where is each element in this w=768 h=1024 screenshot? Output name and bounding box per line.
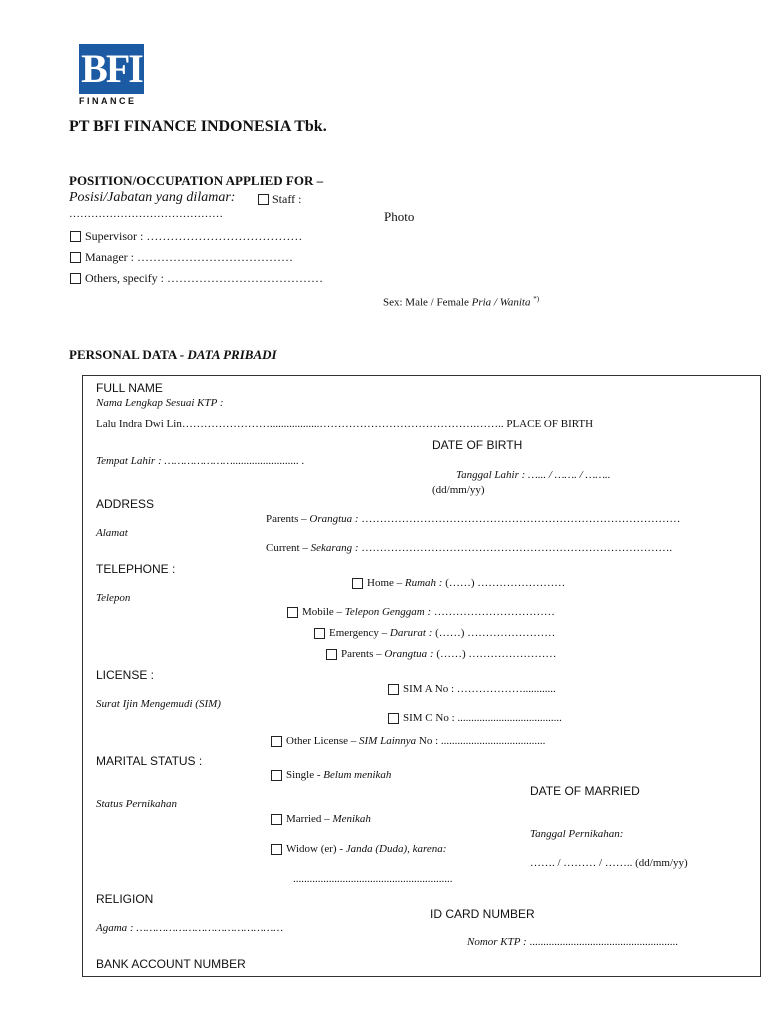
sim-a-field: SIM A No : ………………............ <box>403 683 556 695</box>
tempat-lahir: Tempat Lahir : …………………........................ . <box>96 455 305 467</box>
personal-heading-en: PERSONAL DATA - <box>69 347 188 362</box>
full-name-label: FULL NAME <box>96 381 163 395</box>
married-date-line: ……. / ……… / …….. (dd/mm/yy) <box>530 857 688 869</box>
parents-phone-checkbox[interactable] <box>326 649 337 660</box>
status-pernikahan-label: Status Pernikahan <box>96 798 177 810</box>
home-phone-checkbox[interactable] <box>352 578 363 589</box>
mobile-phone-label: Mobile – <box>302 606 345 618</box>
emergency-phone-checkbox[interactable] <box>314 628 325 639</box>
personal-heading-id: DATA PRIBADI <box>187 347 277 362</box>
current-address-label: Current – <box>266 542 311 554</box>
telepon-label: Telepon <box>96 592 131 604</box>
single-field <box>286 769 391 781</box>
tanggal-lahir: Tanggal Lahir : …... / ……. / …….. <box>456 469 611 481</box>
parents-address-dots: …………………………………………………………………………… <box>358 513 681 525</box>
single-label: Single - <box>286 769 324 781</box>
bank-account-label: BANK ACCOUNT NUMBER <box>96 957 246 971</box>
supervisor-checkbox[interactable] <box>70 231 81 242</box>
sim-c-checkbox[interactable] <box>388 713 399 724</box>
bfi-logo <box>79 44 144 94</box>
widow-field <box>286 843 446 855</box>
single-label-id: Belum menikah <box>323 769 392 781</box>
staff-label: Staff : <box>272 192 302 206</box>
logo-subtitle: FINANCE <box>79 96 137 106</box>
other-license-dots: No : ...................................... <box>416 735 546 747</box>
alamat-label: Alamat <box>96 527 128 539</box>
other-license-checkbox[interactable] <box>271 736 282 747</box>
married-label-id: Menikah <box>332 813 371 825</box>
position-heading-id: Posisi/Jabatan yang dilamar: <box>69 190 236 205</box>
nomor-ktp-field <box>467 936 678 948</box>
current-address-label-id: Sekarang : <box>310 542 359 554</box>
parents-phone-label: Parents – <box>341 648 385 660</box>
parents-address-field <box>266 513 680 525</box>
other-license-label: Other License – <box>286 735 359 747</box>
widow-checkbox[interactable] <box>271 844 282 855</box>
widow-label: Widow (er) - <box>286 843 346 855</box>
single-checkbox[interactable] <box>271 770 282 781</box>
marital-status-label: MARITAL STATUS : <box>96 754 203 768</box>
sim-a-checkbox[interactable] <box>388 684 399 695</box>
parents-phone-label-id: Orangtua : <box>384 648 434 660</box>
married-label: Married – <box>286 813 333 825</box>
mobile-phone-dots: …………………………… <box>431 606 555 618</box>
sex-label-id: Pria / Wanita <box>471 296 531 309</box>
home-phone-label: Home – <box>367 577 405 589</box>
license-label: LICENSE : <box>96 668 155 682</box>
home-phone-field <box>367 577 565 589</box>
parents-address-label-id: Orangtua : <box>309 513 359 525</box>
home-phone-dots: (……) …………………… <box>442 577 566 589</box>
personal-heading <box>69 347 277 363</box>
others-checkbox[interactable] <box>70 273 81 284</box>
mobile-phone-checkbox[interactable] <box>287 607 298 618</box>
company-name: PT BFI FINANCE INDONESIA Tbk. <box>69 118 327 135</box>
manager-checkbox[interactable] <box>70 252 81 263</box>
sex-note: *) <box>533 295 540 303</box>
date-of-married-label: DATE OF MARRIED <box>530 784 640 798</box>
manager-label: Manager : ………………………………… <box>85 250 293 264</box>
home-phone-label-id: Rumah : <box>404 577 443 589</box>
sim-c-field: SIM C No : ...................................... <box>403 712 562 724</box>
religion-label: RELIGION <box>96 892 154 906</box>
emergency-phone-label: Emergency – <box>329 627 390 639</box>
address-label: ADDRESS <box>96 497 155 511</box>
nomor-ktp-dots: ...................................................... <box>526 936 678 948</box>
married-field <box>286 813 371 825</box>
widow-reason-dots: .......................................................... <box>293 873 453 885</box>
staff-checkbox[interactable] <box>258 194 269 205</box>
widow-label-id: Janda (Duda), karena: <box>345 843 447 855</box>
sim-label: Surat Ijin Mengemudi (SIM) <box>96 698 221 710</box>
mobile-phone-field <box>302 606 555 618</box>
staff-dots: …………………………………… <box>69 208 223 220</box>
married-checkbox[interactable] <box>271 814 282 825</box>
current-address-dots: …………………………………………………………………………. <box>358 542 673 554</box>
nomor-ktp-label: Nomor KTP : <box>467 936 527 948</box>
telephone-label: TELEPHONE : <box>96 562 176 576</box>
id-card-label: ID CARD NUMBER <box>430 907 535 921</box>
logo-brand: BFI <box>81 46 142 91</box>
supervisor-label: Supervisor : ………………………………… <box>85 229 303 243</box>
parents-phone-field <box>341 648 556 660</box>
emergency-phone-field <box>329 627 555 639</box>
position-heading: POSITION/OCCUPATION APPLIED FOR – <box>69 173 324 188</box>
date-of-birth-label: DATE OF BIRTH <box>432 438 523 452</box>
dob-format: (dd/mm/yy) <box>432 484 485 496</box>
others-label: Others, specify : ………………………………… <box>85 271 323 285</box>
photo-label: Photo <box>384 209 415 224</box>
sex-field <box>383 295 539 309</box>
tanggal-pernikahan: Tanggal Pernikahan: <box>530 828 624 840</box>
mobile-phone-label-id: Telepon Genggam : <box>344 606 432 618</box>
agama-field: Agama : ……………………………………… <box>96 922 284 934</box>
parents-phone-dots: (……) …………………… <box>433 648 557 660</box>
full-name-label-id: Nama Lengkap Sesuai KTP : <box>96 397 224 409</box>
name-line: Lalu Indra Dwi Lin……………………..................…………………………………….…….. PLACE OF BIRTH <box>96 418 594 430</box>
emergency-phone-dots: (……) …………………… <box>432 627 556 639</box>
other-license-field <box>286 735 545 747</box>
other-license-label-id: SIM Lainnya <box>359 735 417 747</box>
parents-address-label: Parents – <box>266 513 310 525</box>
sex-label: Sex: Male / Female <box>383 296 472 309</box>
emergency-phone-label-id: Darurat : <box>389 627 433 639</box>
current-address-field <box>266 542 672 554</box>
